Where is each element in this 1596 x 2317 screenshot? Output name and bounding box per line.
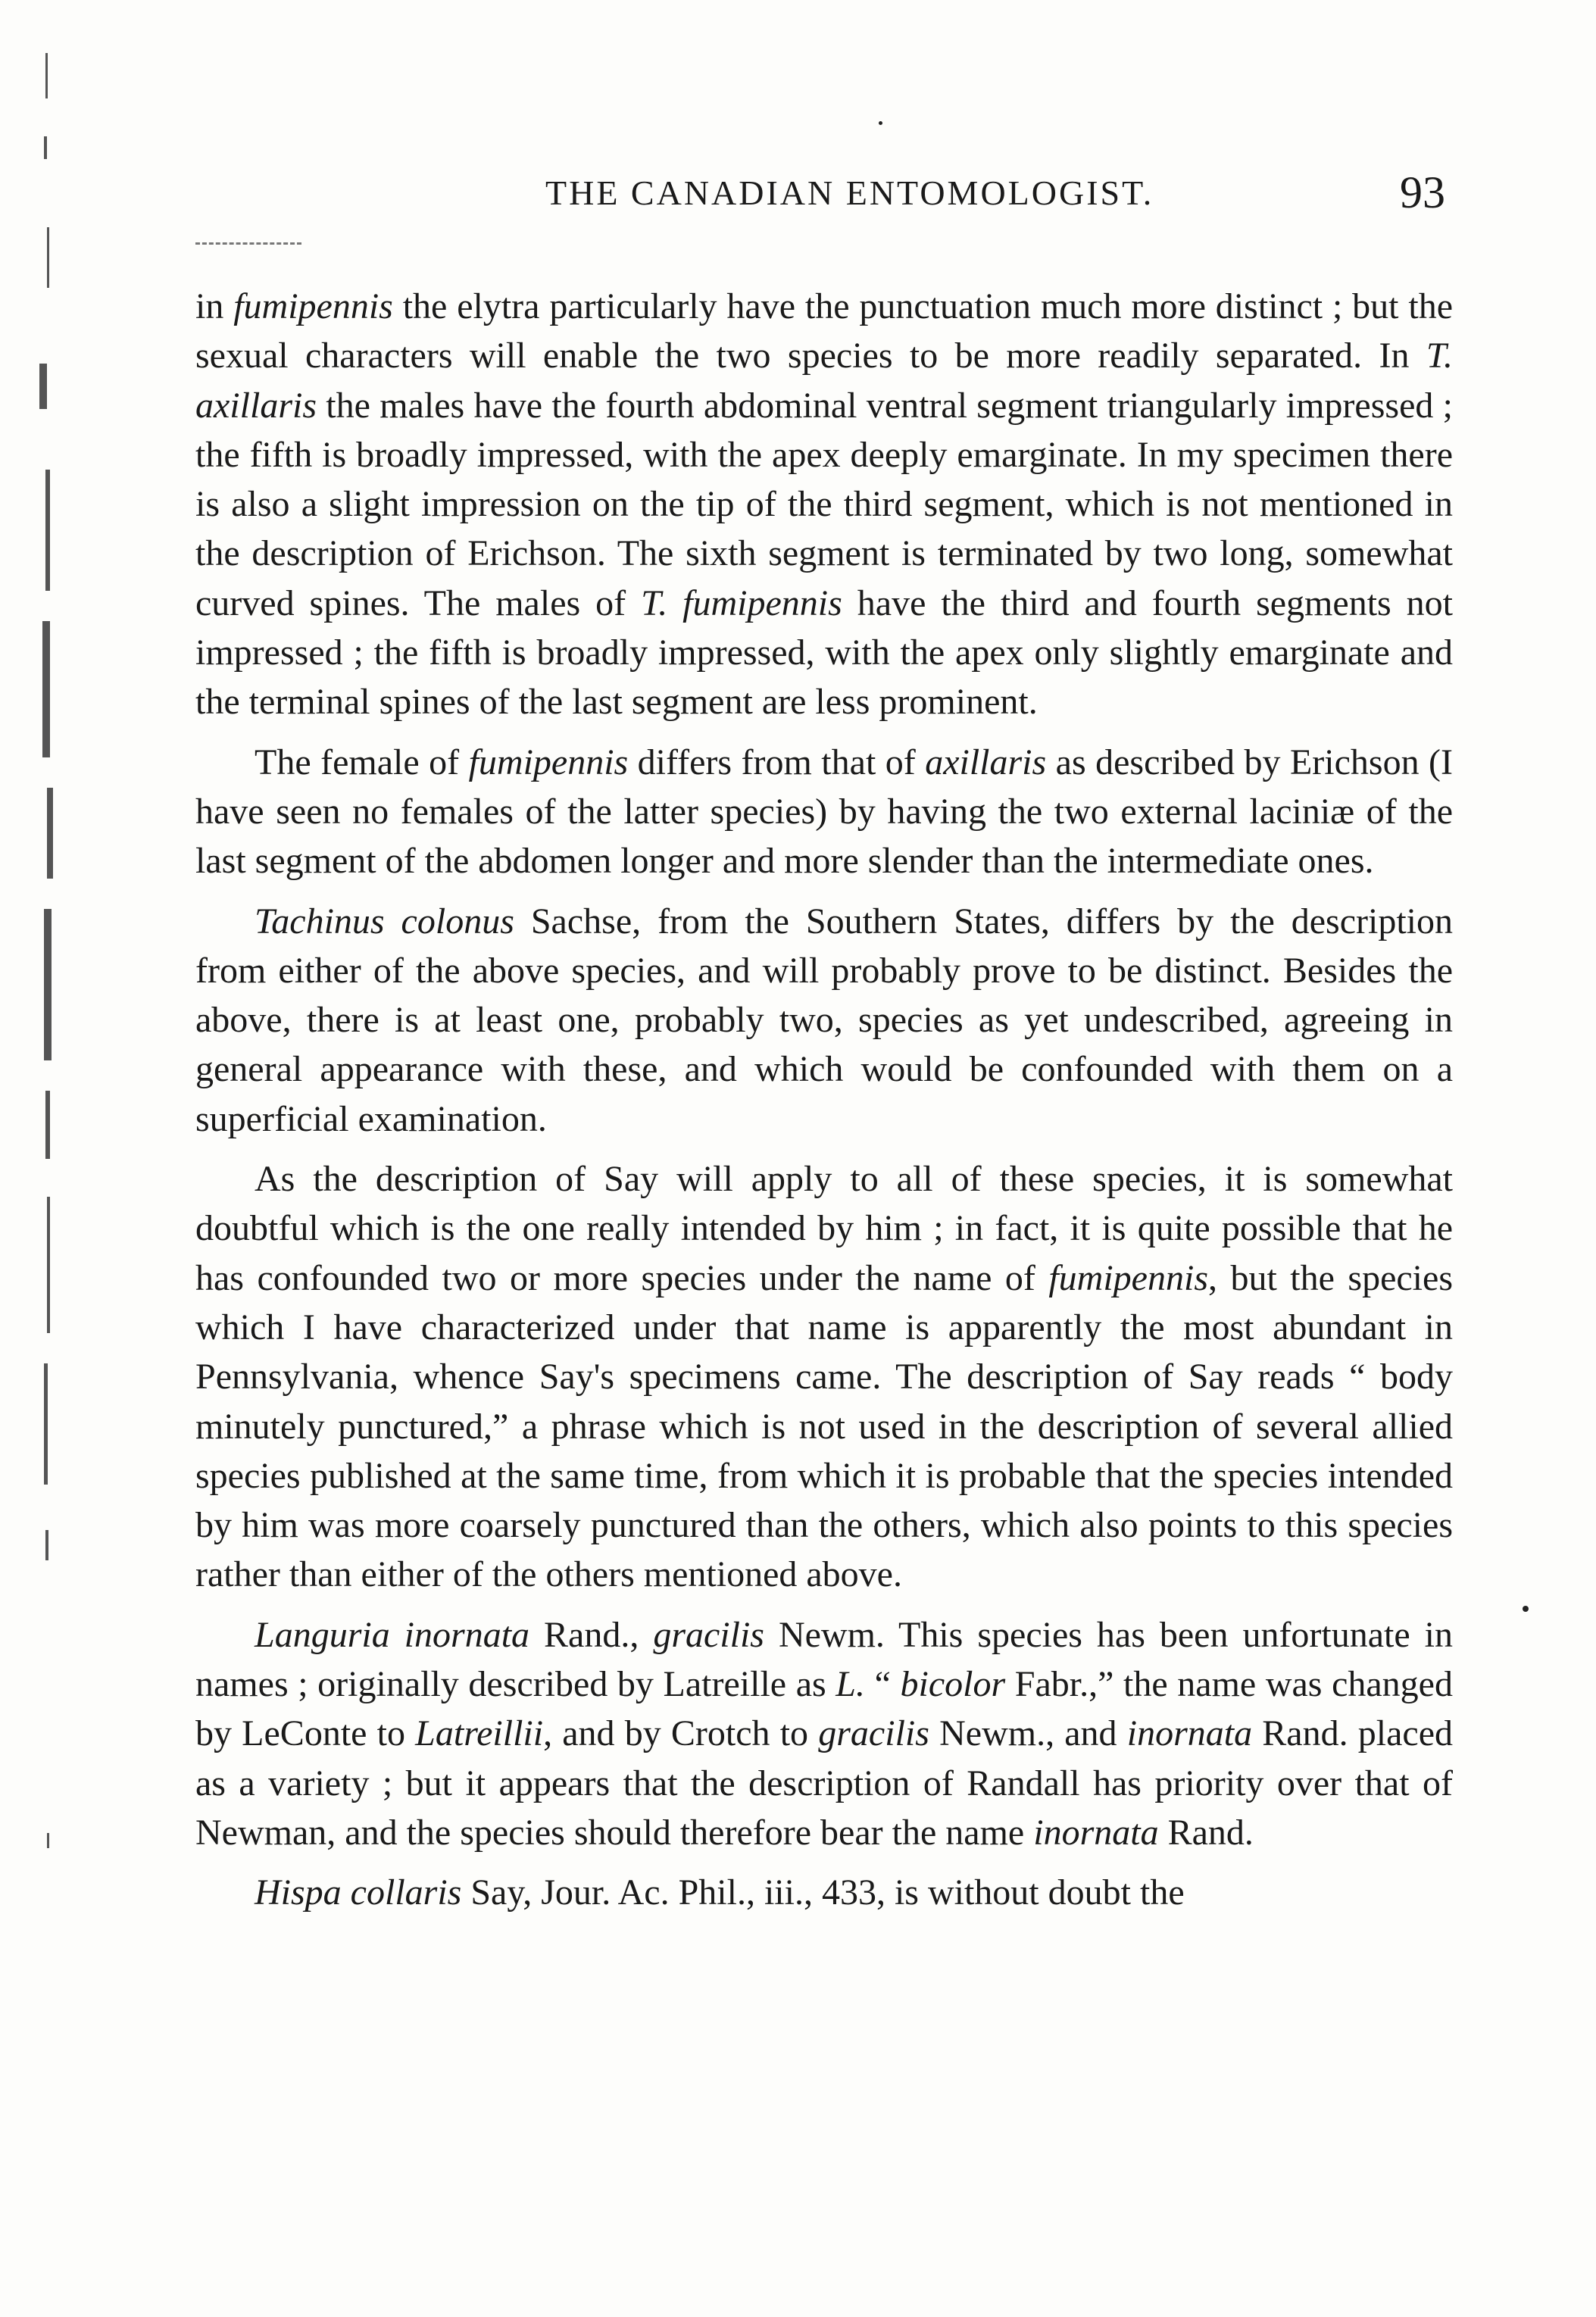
italic-run: Hispa collaris <box>255 1872 462 1913</box>
italic-run: bicolor <box>900 1664 1006 1705</box>
paragraph <box>195 897 1453 1144</box>
italic-run: fumipennis <box>1048 1257 1208 1298</box>
body-text <box>195 282 1453 1928</box>
paragraph <box>195 1610 1453 1857</box>
italic-run: L. <box>835 1664 865 1705</box>
scan-edge-artifacts <box>30 45 76 2242</box>
running-head <box>0 167 1596 227</box>
text-run: The female of <box>255 742 469 782</box>
text-run: the males have the fourth abdominal ventral segment triangularly impressed ; the fifth is broadly impressed, with the apex deeply emarginate. In my specimen there is also a slight impression on the tip of the third segment, which is not mentioned in the description of Erichson. The sixth segment is terminated by two long, somewhat curved spines. The males of <box>195 385 1453 623</box>
header-rule <box>195 242 301 245</box>
text-run: Say, Jour. Ac. Phil., iii., 433, is without doubt the <box>461 1872 1185 1913</box>
paragraph <box>195 1154 1453 1600</box>
text-run: , but the species which I have characterized under that name is apparently the most abundant in Pennsylvania, whence Say's specimens came. The description of Say reads “ body minutely punctured,” a phrase which is not used in the description of several allied species published at the same time, from which it is probable that the species intended by him was more coarsely punctured than the others, which also points to this species rather than either of the others mentioned above. <box>195 1257 1453 1595</box>
text-run: Rand., <box>529 1614 654 1655</box>
italic-run: axillaris <box>925 742 1047 782</box>
italic-run: fumipennis <box>468 742 629 782</box>
text-run: , and by Crotch to <box>543 1713 819 1754</box>
text-run: Rand. placed as a variety ; but it appears that the description of Randall has priority over that of Newman, and the species should therefore bear the name <box>195 1713 1454 1853</box>
text-run: Rand. <box>1158 1812 1254 1853</box>
italic-run: gracilis <box>818 1713 929 1754</box>
text-run: Sachse, from the Southern States, differs by the description from either of the above species, and will probably prove to be distinct. Besides the above, there is at least one, probably two, species as yet undescribed, agreeing in general appearance with these, and which would be confounded with them on a superficial examination. <box>195 901 1453 1139</box>
italic-run: T. fumipennis <box>641 582 842 623</box>
italic-run: Latreillii <box>415 1713 544 1754</box>
italic-run: inornata <box>1033 1812 1159 1853</box>
italic-run: T. axillaris <box>195 336 1453 426</box>
text-run: the elytra particularly have the punctuation much more distinct ; but the sexual characters will enable the two species to be more readily separated. In <box>195 286 1454 376</box>
paragraph <box>195 738 1453 886</box>
text-run: have the third and fourth segments not impressed ; the fifth is broadly impressed, with the apex only slightly emarginate and the terminal spines of the last segment are less prominent. <box>195 582 1454 723</box>
text-run: differs from that of <box>628 742 926 782</box>
text-run: As the description of Say will apply to all of these species, it is somewhat doubtful which is the one really intended by him ; in fact, it is quite possible that he has confounded two or more species under the name of <box>195 1159 1453 1298</box>
italic-run: Tachinus colonus <box>255 901 514 941</box>
stray-ink-dot <box>879 121 882 125</box>
page-number: 93 <box>1400 167 1445 217</box>
running-title: THE CANADIAN ENTOMOLOGIST. <box>545 173 1154 212</box>
italic-run: inornata <box>1126 1713 1253 1754</box>
paragraph <box>195 1868 1453 1917</box>
italic-run: gracilis <box>653 1614 764 1655</box>
text-run: Fabr.,” the name was changed by LeConte to <box>195 1664 1453 1754</box>
text-run: in <box>195 286 234 326</box>
text-run: Newm., and <box>929 1713 1127 1754</box>
italic-run: Languria inornata <box>255 1614 530 1655</box>
paragraph <box>195 282 1453 727</box>
text-run: “ <box>865 1664 901 1705</box>
text-run: as described by Erichson (I have seen no females of the latter species) by having the two external laciniæ of the last segment of the abdomen longer and more slender than the intermediate ones. <box>195 742 1453 882</box>
text-run: Newm. This species has been unfortunate in names ; originally described by Latreille as <box>195 1614 1454 1705</box>
stray-ink-dot <box>1523 1606 1529 1612</box>
italic-run: fumipennis <box>233 286 393 326</box>
